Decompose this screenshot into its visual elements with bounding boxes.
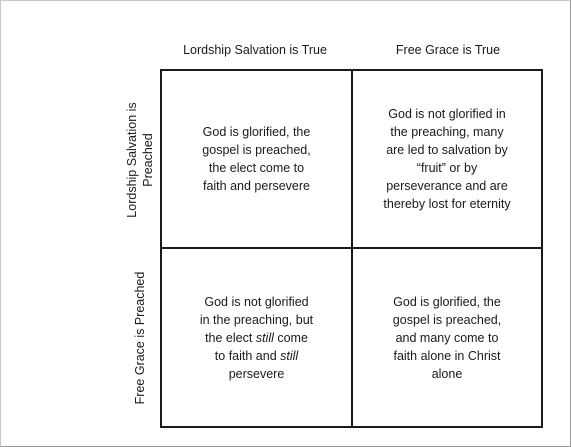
cell-text-line [393, 329, 501, 347]
cell-text-line [383, 105, 510, 123]
text-run: God is not glorified in [388, 107, 506, 121]
text-run: perseverance and are [386, 179, 508, 193]
text-run: to faith and [214, 348, 281, 363]
cell-free-grace-preached-lordship-true [162, 249, 351, 426]
cell-text-line [393, 311, 501, 329]
cell-free-grace-preached-free-grace-true [353, 249, 541, 426]
cell-text-line [202, 123, 310, 141]
cell-text [393, 293, 501, 383]
row-header-line: Lordship Salvation is [125, 102, 139, 218]
cell-text-line [383, 195, 510, 213]
cell-text-line [383, 141, 510, 159]
emphasis-text: still [280, 348, 299, 363]
text-run: come [273, 330, 308, 345]
text-run: God is not glorified [204, 294, 309, 309]
text-run: faith and persevere [202, 179, 310, 193]
text-run: God is glorified, the [202, 125, 311, 139]
row-header-line: Preached [141, 133, 155, 187]
text-run: the elect come to [208, 161, 305, 175]
cell-text-line [202, 141, 310, 159]
cell-text-line [200, 311, 313, 329]
cell-lordship-preached-free-grace-true [353, 71, 541, 247]
text-run: persevere [228, 366, 285, 381]
text-run: thereby lost for eternity [383, 197, 511, 211]
cell-text-line [200, 347, 313, 365]
cell-text [200, 293, 313, 383]
text-run: are led to salvation by [386, 143, 508, 157]
row-header-lordship-preached [124, 75, 156, 245]
row-header-line: Free Grace is Preached [133, 271, 147, 405]
row-header-free-grace-preached [132, 253, 148, 423]
text-run: “fruit” or by [416, 161, 478, 175]
cell-text-line [202, 177, 310, 195]
text-run: the preaching, many [390, 125, 504, 139]
cell-text [383, 105, 510, 213]
text-run: and many come to [395, 330, 499, 345]
text-run: alone [431, 366, 463, 381]
cell-text-line [383, 177, 510, 195]
emphasis-text: still [255, 330, 274, 345]
column-header-free-grace-true: Free Grace is True [395, 43, 501, 57]
text-run: gospel is preached, [202, 143, 311, 157]
text-run: gospel is preached, [392, 312, 502, 327]
cell-text-line [200, 365, 313, 383]
cell-text-line [383, 159, 510, 177]
cell-text-line [202, 159, 310, 177]
cell-text [202, 123, 310, 195]
text-run: God is glorified, the [393, 294, 501, 309]
cell-text-line [393, 365, 501, 383]
cell-text-line [383, 123, 510, 141]
text-run: in the preaching, but [199, 312, 314, 327]
cell-text-line [200, 293, 313, 311]
text-run: the elect [205, 330, 256, 345]
cell-text-line [393, 293, 501, 311]
cell-text-line [200, 329, 313, 347]
cell-text-line [393, 347, 501, 365]
column-header-lordship-true: Lordship Salvation is True [183, 43, 327, 57]
cell-lordship-preached-lordship-true [162, 71, 351, 247]
text-run: faith alone in Christ [393, 348, 501, 363]
